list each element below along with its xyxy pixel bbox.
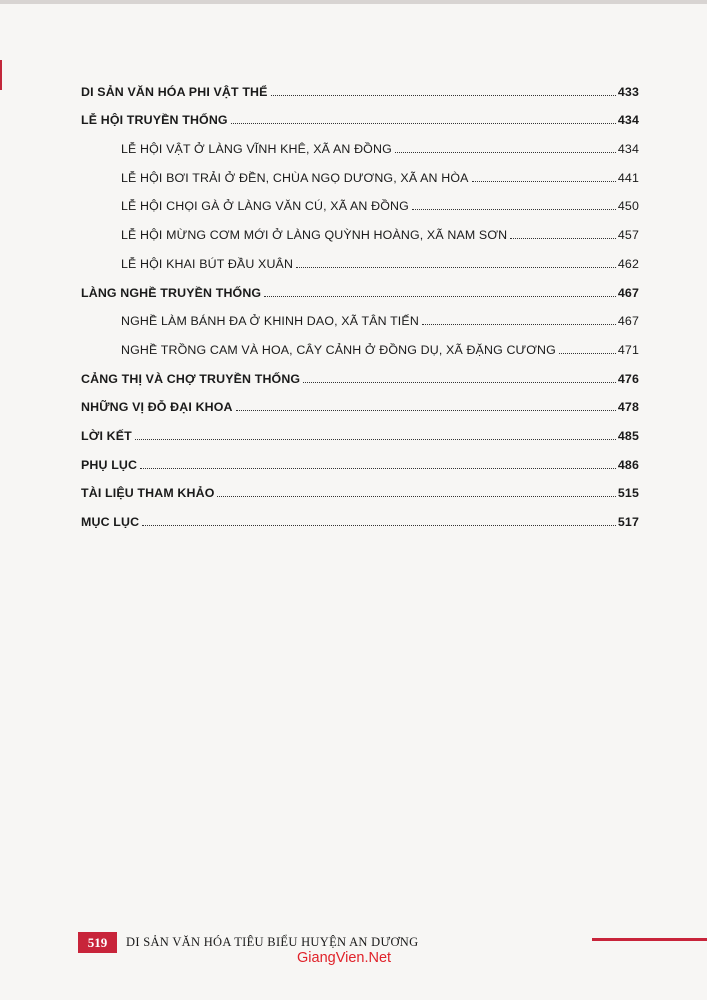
- toc-entry-page: 462: [617, 256, 639, 271]
- toc-subsection-row[interactable]: [81, 242, 639, 271]
- toc-entry-title: LỄ HỘI KHAI BÚT ĐẦU XUÂN: [121, 256, 294, 271]
- toc-entry-title: LỄ HỘI MỪNG CƠM MỚI Ở LÀNG QUỲNH HOÀNG, XÃ NAM SƠN: [121, 228, 508, 243]
- dot-leader: [303, 381, 616, 383]
- toc-entry-title: PHỤ LỤC: [81, 457, 138, 472]
- dot-leader: [395, 151, 616, 153]
- toc-entry-page: 515: [617, 486, 639, 501]
- toc-entry-page: 433: [617, 84, 639, 99]
- top-edge-rule: [0, 0, 707, 4]
- dot-leader: [271, 94, 616, 96]
- toc-entry-page: 485: [617, 428, 639, 443]
- toc-section-row[interactable]: [81, 500, 639, 529]
- toc-entry-title: MỤC LỤC: [81, 515, 140, 529]
- toc-entry-title: NGHỀ LÀM BÁNH ĐA Ở KHINH DAO, XÃ TÂN TIẾN: [121, 314, 419, 329]
- toc-subsection-row[interactable]: [81, 328, 639, 357]
- toc-entry-title: LÀNG NGHỀ TRUYỀN THỐNG: [81, 285, 262, 300]
- toc-subsection-row[interactable]: [81, 300, 639, 329]
- dot-leader: [142, 524, 616, 526]
- toc-section-row[interactable]: [81, 414, 639, 443]
- toc-section-row[interactable]: [81, 70, 639, 99]
- toc-section-row[interactable]: [81, 357, 639, 386]
- toc-entry-title: LỄ HỘI TRUYỀN THỐNG: [81, 113, 228, 128]
- toc-entry-title: DI SẢN VĂN HÓA PHI VẬT THỂ: [81, 84, 268, 99]
- dot-leader: [510, 237, 616, 239]
- dot-leader: [236, 409, 616, 411]
- dot-leader: [231, 122, 616, 124]
- toc-subsection-row[interactable]: [81, 127, 639, 156]
- dot-leader: [422, 323, 616, 325]
- toc-section-row[interactable]: [81, 99, 639, 128]
- toc-section-row[interactable]: [81, 386, 639, 415]
- toc-entry-page: 441: [617, 170, 639, 185]
- page-edge-mark: [0, 60, 2, 90]
- toc-entry-title: LỜI KẾT: [81, 428, 132, 443]
- toc-entry-page: 476: [617, 371, 639, 386]
- toc-entry-page: 434: [617, 142, 639, 157]
- toc-entry-page: 450: [617, 199, 639, 214]
- toc-entry-title: NHỮNG VỊ ĐỖ ĐẠI KHOA: [81, 400, 233, 415]
- dot-leader: [412, 208, 616, 210]
- toc-section-row[interactable]: [81, 443, 639, 472]
- dot-leader: [217, 495, 615, 497]
- toc-entry-title: NGHỀ TRỒNG CAM VÀ HOA, CÂY CẢNH Ở ĐỒNG DỤ, XÃ ĐẶNG CƯƠNG: [121, 342, 556, 357]
- toc-entry-title: LỄ HỘI VẬT Ở LÀNG VĨNH KHÊ, XÃ AN ĐỒNG: [121, 142, 392, 157]
- toc-entry-page: 434: [617, 113, 639, 128]
- toc-subsection-row[interactable]: [81, 185, 639, 214]
- toc-entry-title: LỄ HỘI BƠI TRẢI Ở ĐỀN, CHÙA NGỌ DƯƠNG, XÃ AN HÒA: [121, 170, 469, 185]
- toc-entry-title: CẢNG THỊ VÀ CHỢ TRUYỀN THỐNG: [81, 371, 301, 386]
- toc-entry-page: 467: [617, 285, 639, 300]
- toc-subsection-row[interactable]: [81, 213, 639, 242]
- toc-entry-page: 467: [617, 314, 639, 329]
- toc-entry-page: 457: [617, 228, 639, 243]
- dot-leader: [559, 352, 616, 354]
- dot-leader: [140, 467, 616, 469]
- footer-accent-rule: [592, 938, 707, 941]
- toc-entry-page: 471: [617, 342, 639, 357]
- page-number-badge: 519: [78, 932, 117, 953]
- watermark-text: GiangVien.Net: [297, 950, 392, 966]
- dot-leader: [296, 266, 616, 268]
- toc-entry-page: 478: [617, 400, 639, 415]
- running-footer-title: DI SẢN VĂN HÓA TIÊU BIỂU HUYỆN AN DƯƠNG: [126, 935, 419, 949]
- toc-entry-title: LỄ HỘI CHỌI GÀ Ở LÀNG VĂN CÚ, XÃ AN ĐỒNG: [121, 199, 409, 214]
- table-of-contents: [81, 70, 639, 529]
- toc-entry-title: TÀI LIỆU THAM KHẢO: [81, 486, 215, 501]
- toc-section-row[interactable]: [81, 271, 639, 300]
- toc-entry-page: 486: [617, 457, 639, 472]
- toc-entry-page: 517: [617, 515, 639, 529]
- dot-leader: [472, 180, 616, 182]
- toc-subsection-row[interactable]: [81, 156, 639, 185]
- dot-leader: [135, 438, 616, 440]
- toc-section-row[interactable]: [81, 472, 639, 501]
- dot-leader: [264, 295, 616, 297]
